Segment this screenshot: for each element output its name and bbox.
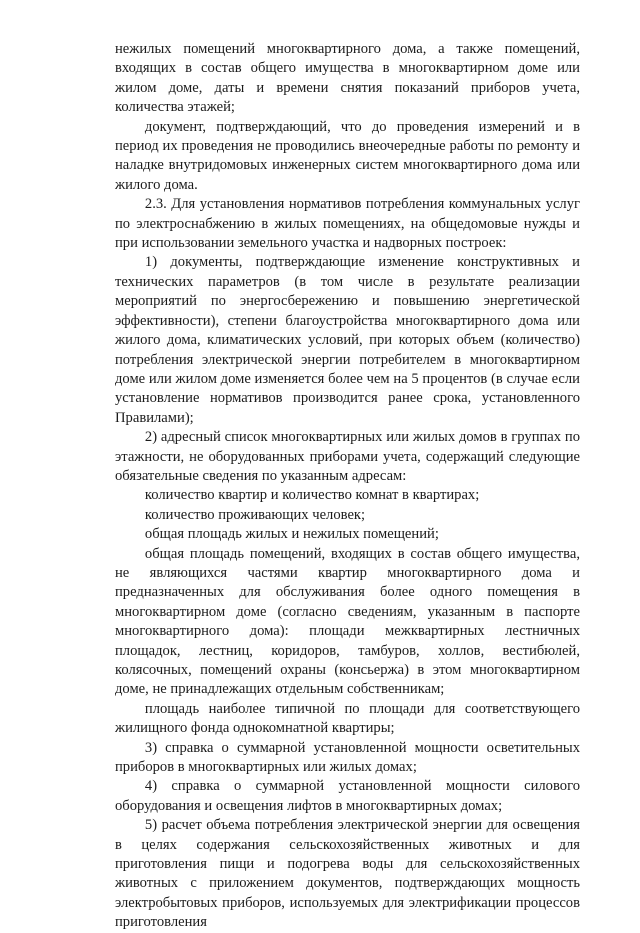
paragraph: 3) справка о суммарной установленной мощности осветительных приборов в многоквартирных или жилых домах; [115, 739, 580, 776]
paragraph: 2) адресный список многоквартирных или жилых домов в группах по этажности, не оборудованных приборами учета, содержащий следующие обязательные сведения по указанным адресам: [115, 429, 580, 484]
paragraph: количество квартир и количество комнат в квартирах; [144, 487, 480, 504]
document-body [115, 40, 580, 933]
paragraph: общая площадь помещений, входящих в состав общего имущества, не являющихся частями квартир многоквартирного дома и предназначенных для обслуживания более одного помещения в многоквартирном доме (согласно сведениям, указанным в паспорте многоквартирного дома): площади межквартирных лестничных площадок, лестниц, коридоров, тамбуров, холлов, вестибюлей, колясочных, помещений охраны (консьержа) в этом многоквартирном доме, не принадлежащих отдельным собственникам; [115, 545, 580, 698]
paragraph: количество проживающих человек; [144, 506, 366, 523]
paragraph: 5) расчет объема потребления электрической энергии для освещения в целях содержания сельскохозяйственных животных и для приготовления пищи и подогрева воды для сельскохозяйственных животных с приложением документов, подтверждающих мощность электробытовых приборов, используемых для электрификации процессов приготовления [115, 817, 580, 931]
paragraph: 2.3. Для установления нормативов потребления коммунальных услуг по электроснабжению в жилых помещениях, на общедомовые нужды и при использовании земельного участка и надворных построек: [115, 196, 580, 252]
paragraph: 4) справка о суммарной установленной мощности силового оборудования и освещения лифтов в многоквартирных домах; [115, 778, 580, 814]
paragraph: площадь наиболее типичной по площади для соответствующего жилищного фонда однокомнатной квартиры; [115, 700, 580, 737]
paragraph: нежилых помещений многоквартирного дома, а также помещений, входящих в состав общего имущества в многоквартирном доме или жилом доме, даты и времени снятия показаний приборов учета, количества этажей; [115, 41, 580, 116]
paragraph: 1) документы, подтверждающие изменение конструктивных и технических параметров (в том числе в результате реализации мероприятий по энергосбережению и повышению энергетической эффективности), степени благоустройства многоквартирного дома или жилого дома, климатических условий, при которых объем (количество) потребления электрической энергии потребителем в многоквартирном доме или жилом доме изменяется более чем на 5 процентов (в случае если установление нормативов производится ранее срока, установленного Правилами); [115, 254, 580, 426]
paragraph: документ, подтверждающий, что до проведения измерений и в период их проведения не проводились внеочередные работы по ремонту и наладке внутридомовых инженерных систем многоквартирного дома или жилого дома. [115, 118, 580, 193]
paragraph: общая площадь жилых и нежилых помещений; [144, 526, 439, 543]
